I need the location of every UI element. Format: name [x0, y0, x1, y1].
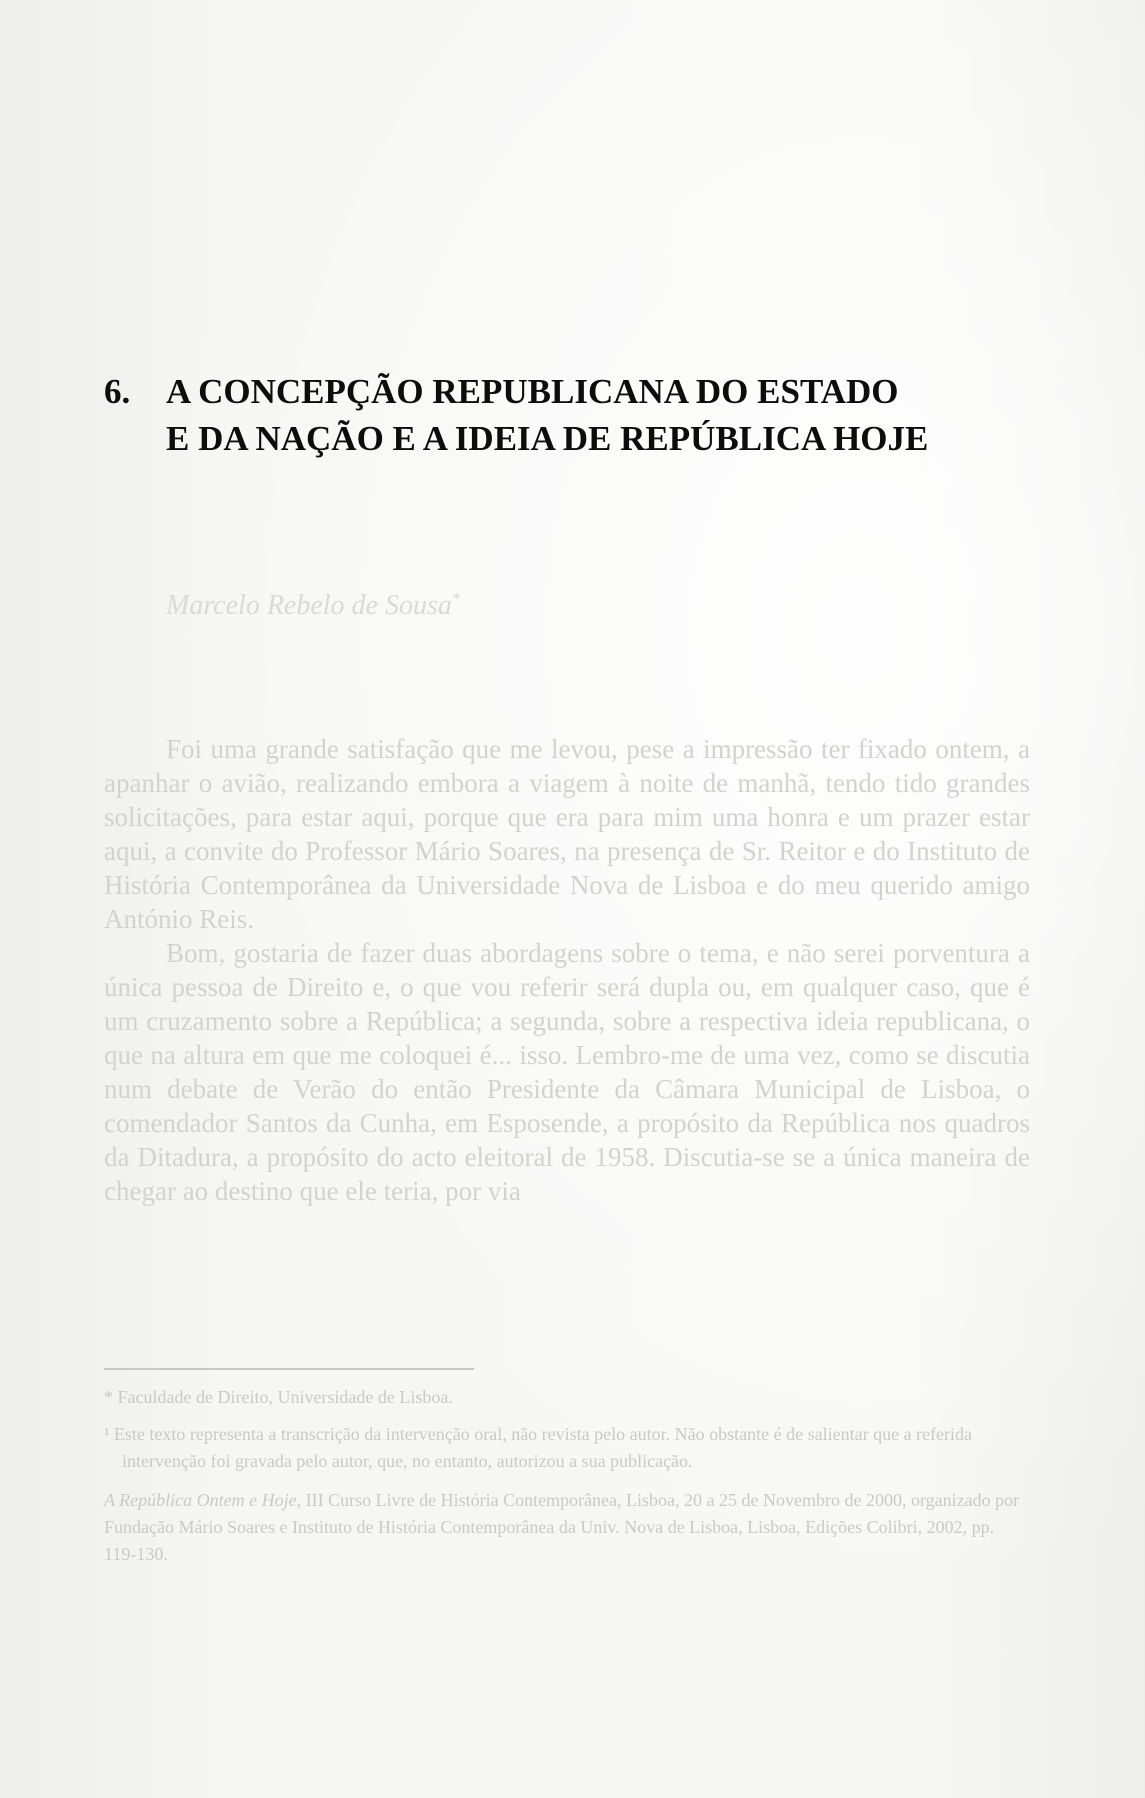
body-paragraph: Foi uma grande satisfação que me levou, pese a impressão ter fixado ontem, a apanhar o avião, realizando embora a viagem à noite de manhã, tendo tido grandes solicitações, para estar aqui, porque que era para mim uma honra e um prazer estar aqui, a convite do Professor Mário Soares, na presença de Sr. Reitor e do Instituto de História Contemporânea da Universidade Nova de Lisboa e do meu querido amigo António Reis.: [104, 734, 1030, 934]
author-footnote-mark: *: [451, 590, 460, 608]
author-name: [166, 590, 460, 622]
footnote-affiliation: * Faculdade de Direito, Universidade de Lisboa.: [104, 1387, 453, 1407]
source-citation: [104, 1487, 1030, 1568]
author-name-text: Marcelo Rebelo de Sousa: [166, 590, 452, 621]
footnote-divider: [104, 1368, 474, 1370]
chapter-title-line-2: E DA NAÇÃO E A IDEIA DE REPÚBLICA HOJE: [166, 419, 929, 458]
body-paragraph: Bom, gostaria de fazer duas abordagens sobre o tema, e não serei porventura a única pessoa de Direito e, o que vou referir será dupla ou, em qualquer caso, que é um cruzamento sobre a República; a segunda, sobre a respectiva ideia republicana, o que na altura em que me coloquei é... isso. Lembro-me de uma vez, como se discutia num debate de Verão do então Presidente da Câmara Municipal de Lisboa, o comendador Santos da Cunha, em Esposende, a propósito da República nos quadros da Ditadura, a propósito do acto eleitoral de 1958. Discutia-se se a única maneira de chegar ao destino que ele teria, por via: [104, 938, 1030, 1206]
footnotes: [104, 1384, 1030, 1578]
footnote-1: ¹ Este texto representa a transcrição da intervenção oral, não revista pelo autor. Não obstante é de salientar que a referida intervenção foi gravada pelo autor, que, no entanto, autorizou a sua publicação.: [104, 1424, 972, 1471]
chapter-heading: [104, 368, 1064, 462]
chapter-number: 6.: [104, 372, 131, 411]
body-text: [104, 732, 1030, 1208]
chapter-title-line-1: A CONCEPÇÃO REPUBLICANA DO ESTADO: [166, 372, 899, 411]
source-title: A República Ontem e Hoje: [104, 1490, 297, 1510]
source-details: , III Curso Livre de História Contemporânea, Lisboa, 20 a 25 de Novembro de 2000, organizado por Fundação Mário Soares e Instituto de História Contemporânea da Univ. Nova de Lisboa, Lisboa, Edições Colibri, 2002, pp. 119-130.: [104, 1490, 1020, 1564]
